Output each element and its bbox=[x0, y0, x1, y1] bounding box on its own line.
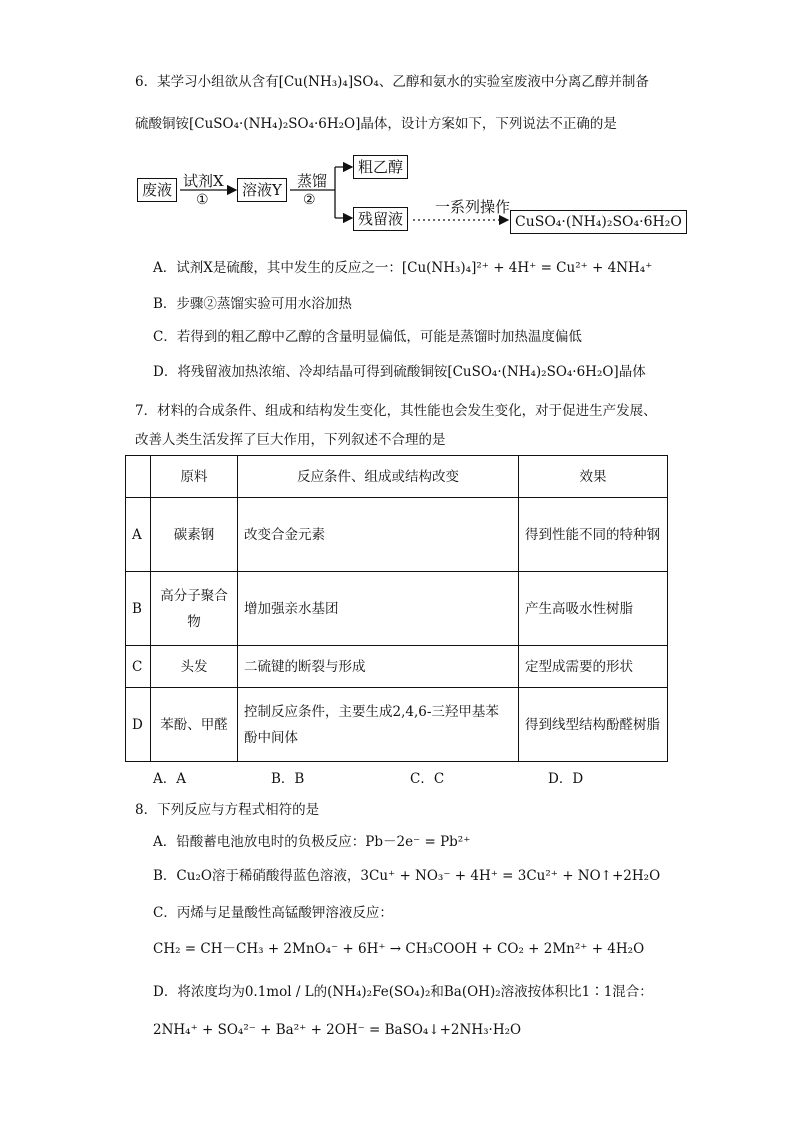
row-material: 头发 bbox=[151, 646, 238, 688]
q6-option-d: D．将残留液加热浓缩、冷却结晶可得到硫酸铜铵[CuSO₄·(NH₄)₂SO₄·6H₂O]晶体 bbox=[153, 364, 646, 380]
row-change: 二硫键的断裂与形成 bbox=[238, 646, 519, 688]
row-material: 苯酚、甲醛 bbox=[151, 688, 238, 762]
row-effect: 产生高吸水性树脂 bbox=[519, 572, 668, 646]
table-row bbox=[126, 498, 668, 572]
q6-stem-line2: 硫酸铜铵[CuSO₄·(NH₄)₂SO₄·6H₂O]晶体，设计方案如下，下列说法不正确的是 bbox=[135, 116, 617, 132]
box-waste: 废液 bbox=[137, 178, 177, 202]
q8-option-c: C．丙烯与足量酸性高锰酸钾溶液反应： bbox=[153, 905, 393, 921]
header-effect: 效果 bbox=[519, 456, 668, 498]
label-step1: ① bbox=[196, 192, 209, 208]
q6-option-a: A．试剂X是硫酸，其中发生的反应之一：[Cu(NH₃)₄]²⁺ + 4H⁺ = Cu²⁺ + 4NH₄⁺ bbox=[153, 260, 653, 276]
row-key: A bbox=[126, 498, 151, 572]
q6-stem-line1: 6．某学习小组欲从含有[Cu(NH₃)₄]SO₄、乙醇和氨水的实验室废液中分离乙醇并制备 bbox=[135, 74, 649, 90]
label-reagent: 试剂X bbox=[183, 172, 224, 190]
q6-option-b: B．步骤②蒸馏实验可用水浴加热 bbox=[153, 296, 352, 312]
box-solution: 溶液Y bbox=[237, 178, 287, 202]
q7-table bbox=[125, 455, 668, 762]
row-material: 碳素钢 bbox=[151, 498, 238, 572]
row-effect: 得到性能不同的特种钢 bbox=[519, 498, 668, 572]
row-key: B bbox=[126, 572, 151, 646]
label-step2: ② bbox=[303, 192, 316, 208]
q8-option-a: A．铅酸蓄电池放电时的负极反应：Pb－2e⁻ = Pb²⁺ bbox=[153, 834, 471, 850]
q7-choice-a: A．A bbox=[153, 771, 186, 787]
row-change: 控制反应条件，主要生成2,4,6-三羟甲基苯酚中间体 bbox=[238, 688, 519, 762]
row-change: 改变合金元素 bbox=[238, 498, 519, 572]
header-key bbox=[126, 456, 151, 498]
table-row bbox=[126, 646, 668, 688]
table-row bbox=[126, 572, 668, 646]
q7-choice-d: D．D bbox=[548, 771, 584, 787]
box-residue: 残留液 bbox=[353, 207, 408, 231]
q8-option-d-equation: 2NH₄⁺ + SO₄²⁻ + Ba²⁺ + 2OH⁻ = BaSO₄↓+2NH₃·H₂O bbox=[153, 1022, 522, 1038]
table-row bbox=[126, 688, 668, 762]
box-crude-ethanol: 粗乙醇 bbox=[353, 155, 408, 179]
q6-option-c: C．若得到的粗乙醇中乙醇的含量明显偏低，可能是蒸馏时加热温度偏低 bbox=[153, 329, 582, 345]
q7-stem-line1: 7．材料的合成条件、组成和结构发生变化，其性能也会发生变化，对于促进生产发展、 bbox=[135, 403, 657, 419]
q7-choice-c: C．C bbox=[410, 771, 445, 787]
q7-choice-b: B．B bbox=[271, 771, 305, 787]
header-material: 原料 bbox=[151, 456, 238, 498]
row-effect: 定型成需要的形状 bbox=[519, 646, 668, 688]
q8-option-b: B．Cu₂O溶于稀硝酸得蓝色溶液，3Cu⁺ + NO₃⁻ + 4H⁺ = 3Cu²⁺ + NO↑+2H₂O bbox=[153, 868, 661, 884]
label-distill: 蒸馏 bbox=[297, 172, 328, 190]
q7-stem-line2: 改善人类生活发挥了巨大作用，下列叙述不合理的是 bbox=[135, 432, 446, 448]
row-effect: 得到线型结构酚醛树脂 bbox=[519, 688, 668, 762]
box-product: CuSO₄·(NH₄)₂SO₄·6H₂O bbox=[510, 210, 687, 234]
label-operations: 一系列操作 bbox=[435, 198, 511, 216]
header-change: 反应条件、组成或结构改变 bbox=[238, 456, 519, 498]
q8-option-d: D．将浓度均为0.1mol / L的(NH₄)₂Fe(SO₄)₂和Ba(OH)₂溶液按体积比1∶1混合： bbox=[153, 984, 653, 1000]
row-material: 高分子聚合物 bbox=[151, 572, 238, 646]
table-header-row bbox=[126, 456, 668, 498]
q8-stem: 8．下列反应与方程式相符的是 bbox=[135, 802, 320, 818]
row-key: D bbox=[126, 688, 151, 762]
row-key: C bbox=[126, 646, 151, 688]
q8-option-c-equation: CH₂ = CH－CH₃ + 2MnO₄⁻ + 6H⁺ → CH₃COOH + CO₂ + 2Mn²⁺ + 4H₂O bbox=[153, 941, 645, 957]
row-change: 增加强亲水基团 bbox=[238, 572, 519, 646]
